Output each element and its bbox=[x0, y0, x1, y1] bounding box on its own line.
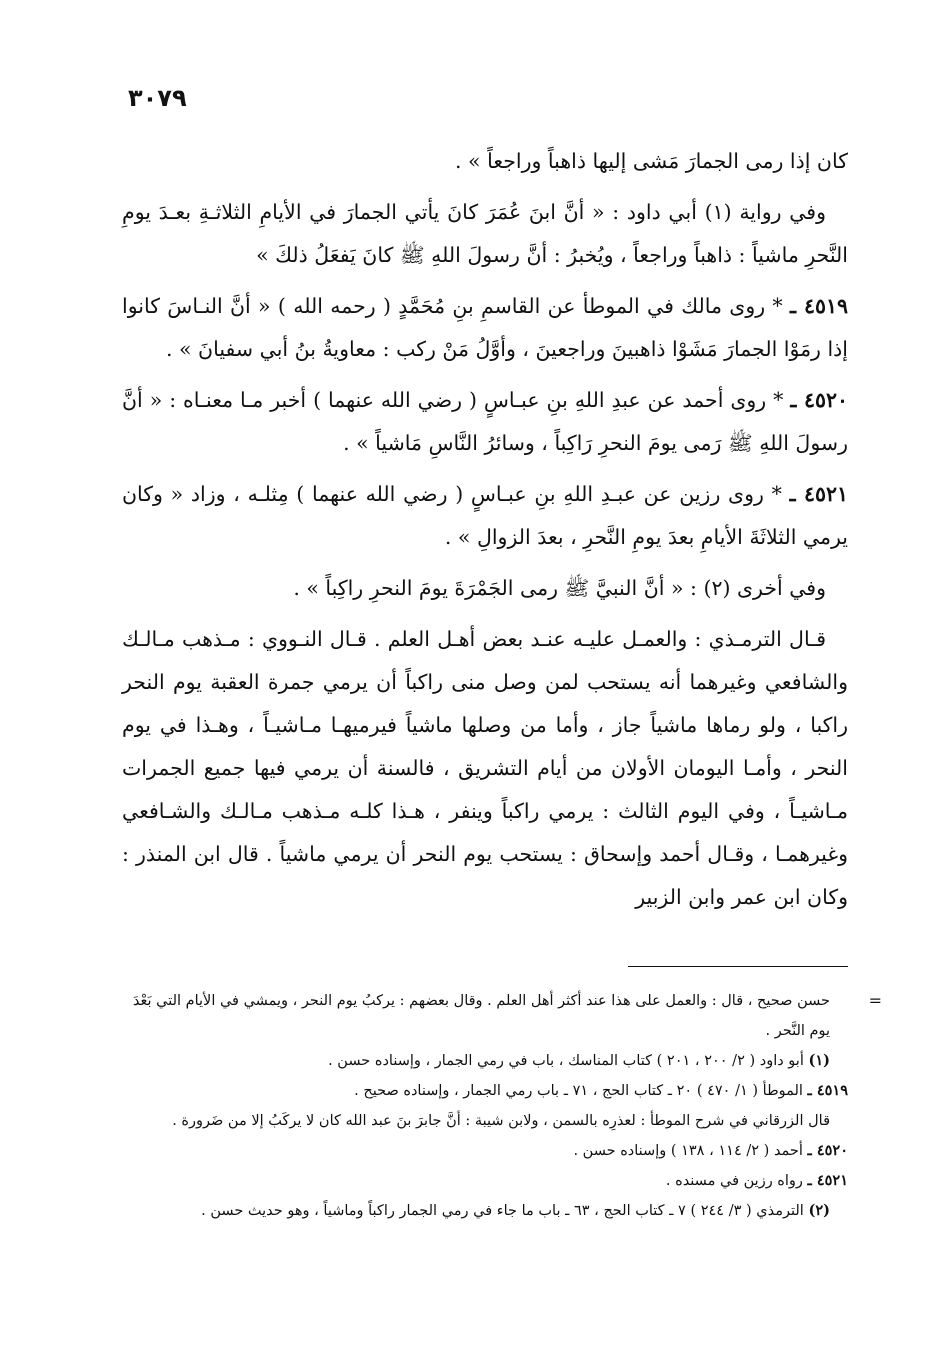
footnote-continuation bbox=[120, 986, 882, 1046]
footnote-number: ٤٥٢١ ـ bbox=[807, 1172, 848, 1189]
footnotes bbox=[120, 986, 882, 1226]
footnote-4519 bbox=[120, 1076, 848, 1106]
paragraph-continuation bbox=[122, 140, 848, 183]
paragraph-text: قـال الترمـذي : والعمـل عليـه عنـد بعض أهـل العلم . قـال النـووي : مـذهب مـالـك والشافعي وغيرهما أنه يستحب لمن وصل منى راكباً أن يرمي جمرة العقبة يوم النحر راكبا ، ولو رماها ماشياً جاز ، وأما من وصلها ماشياً فيرميهـا مـاشيـاً ، وهـذا في يوم النحر ، وأمـا اليومان الأولان من أيام التشريق ، فالسنة أن يرمي فيها جميع الجمرات مـاشيـاً ، وفي اليوم الثالث : يرمي راكباً وينفر ، هـذا كلـه مـذهب مـالـك والشـافعي وغيرهمـا ، وقـال أحمد وإسحاق : يستحب يوم النحر أن يرمي ماشياً . قال ابن المنذر : وكان ابن عمر وابن الزبير bbox=[122, 627, 848, 909]
footnote-number: (١) bbox=[808, 1052, 830, 1069]
footnote-text: أبو داود ( ٢/ ٢٠٠ ، ٢٠١ ) كتاب المناسك ، باب في رمي الجمار ، وإسناده حسن . bbox=[328, 1053, 804, 1069]
footnote-text: الترمذي ( ٣/ ٢٤٤ ) ٧ ـ كتاب الحج ، ٦٣ ـ باب ما جاء في رمي الجمار راكباً وماشياً ، وهو حديث حسن . bbox=[201, 1203, 804, 1219]
hadith-4519 bbox=[122, 285, 848, 371]
footnote-1 bbox=[120, 1046, 848, 1076]
hadith-4521 bbox=[122, 473, 848, 559]
paragraph-text: كان إذا رمى الجمارَ مَشى إليها ذاهباً وراجعاً » . bbox=[455, 149, 848, 173]
hadith-4520 bbox=[122, 379, 848, 465]
paragraph-text: * روى مالك في الموطأ عن القاسمِ بنِ مُحَمَّدٍ ( رحمه الله ) « أنَّ النـاسَ كانوا إذا رمَوْا الجمارَ مَشَوْا ذاهبينَ وراجعينَ ، وأوَّلُ مَنْ ركب : معاويةُ بنُ أبي سفيانَ » . bbox=[122, 294, 848, 361]
footnote-text: رواه رزين في مسنده . bbox=[665, 1173, 803, 1189]
paragraph-text: * روى أحمد عن عبدِ اللهِ بنِ عبـاسٍ ( رضي الله عنهما ) أخبر مـا معنـاه : « أنَّ رسولَ اللهِ ﷺ رَمى يومَ النحرِ رَاكِباً ، وسائرُ النَّاسِ مَاشياً » . bbox=[122, 388, 848, 455]
hadith-number: ٤٥٢١ ـ bbox=[789, 482, 848, 506]
footnote-4521 bbox=[120, 1166, 848, 1196]
footnote-4520 bbox=[120, 1136, 848, 1166]
footnote-zurqani bbox=[120, 1106, 848, 1136]
footnote-text: الموطأ ( ١/ ٤٧٠ ) ٢٠ ـ كتاب الحج ، ٧١ ـ باب رمي الجمار ، وإسناده صحيح . bbox=[354, 1083, 803, 1099]
paragraph-text: * روى رزين عن عبـدِ اللهِ بنِ عبـاسٍ ( رضي الله عنهما ) مِثلـه ، وزاد « وكان يرمي الثلاثَةَ الأيامِ بعدَ يومِ النَّحرِ ، بعدَ الزوالِ » . bbox=[122, 482, 848, 549]
paragraph-abu-dawud bbox=[122, 191, 848, 277]
footnote-number: (٢) bbox=[808, 1202, 830, 1219]
paragraph-other-narration bbox=[122, 567, 848, 610]
footnote-number: ٤٥١٩ ـ bbox=[807, 1082, 848, 1099]
paragraph-text: وفي رواية (١) أبي داود : « أنَّ ابنَ عُمَرَ كانَ يأتي الجمارَ في الأيامِ الثلاثـةِ بعـدَ يومِ النَّحرِ ماشياً : ذاهباً وراجعاً ، ويُخبرُ : أنَّ رسولَ اللهِ ﷺ كانَ يَفعَلُ ذلكَ » bbox=[122, 200, 848, 267]
footnote-text: أحمد ( ٢/ ١١٤ ، ١٣٨ ) وإسناده حسن . bbox=[573, 1143, 803, 1159]
main-text bbox=[122, 140, 848, 919]
paragraph-text: وفي أخرى (٢) : « أنَّ النبيَّ ﷺ رمى الجَمْرَةَ يومَ النحرِ راكِباً » . bbox=[293, 576, 826, 600]
hadith-number: ٤٥١٩ ـ bbox=[790, 294, 848, 318]
continuation-mark: = bbox=[868, 991, 882, 1010]
footnote-divider bbox=[628, 966, 848, 967]
footnote-number: ٤٥٢٠ ـ bbox=[807, 1142, 848, 1159]
page-number: ٣٠٧٩ bbox=[128, 84, 187, 112]
footnote-2 bbox=[120, 1196, 848, 1226]
footnote-text: حسن صحيح ، قال : والعمل على هذا عند أكثر أهل العلم . وقال بعضهم : يركبُ يوم النحر ، ويمشي في الأيام التي بَعْدَ يوم النَّحر . bbox=[132, 993, 830, 1039]
paragraph-commentary bbox=[122, 618, 848, 919]
hadith-number: ٤٥٢٠ ـ bbox=[790, 388, 848, 412]
footnote-text: قال الزرقاني في شرح الموطأ : لعذرِه بالسمن ، ولابن شيبة : أنَّ جابرَ بنَ عبد الله كان لا يركَبُ إلا من ضَرورة . bbox=[172, 1113, 830, 1129]
